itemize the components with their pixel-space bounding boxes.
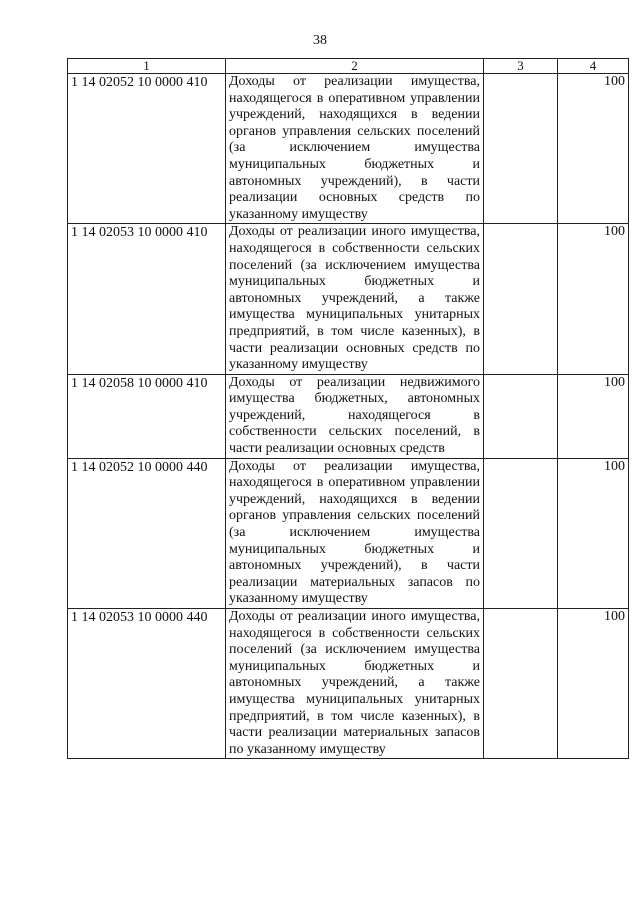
revenue-description: Доходы от реализации имущества, находящегося в оперативном управлении учреждений, находящихся в ведении органов управления сельских поселений (за исключением имущества муниципальных бюджетных и автономных учреждений), в части реализации материальных запасов по указанному имуществу bbox=[226, 458, 484, 608]
table-row bbox=[68, 224, 629, 374]
amount-cell: 100 bbox=[558, 224, 629, 374]
budget-code: 1 14 02052 10 0000 440 bbox=[68, 458, 226, 608]
revenue-description: Доходы от реализации имущества, находящегося в оперативном управлении учреждений, находящихся в ведении органов управления сельских поселений (за исключением имущества муниципальных бюджетных и автономных учреждений), в части реализации основных средств по указанному имуществу bbox=[226, 74, 484, 224]
table-row bbox=[68, 458, 629, 608]
column-3-cell bbox=[484, 609, 558, 759]
budget-code: 1 14 02053 10 0000 410 bbox=[68, 224, 226, 374]
table-header-row bbox=[68, 59, 629, 74]
budget-code: 1 14 02058 10 0000 410 bbox=[68, 374, 226, 458]
column-header: 3 bbox=[484, 59, 558, 74]
column-3-cell bbox=[484, 74, 558, 224]
amount-cell: 100 bbox=[558, 74, 629, 224]
column-3-cell bbox=[484, 374, 558, 458]
table-row bbox=[68, 74, 629, 224]
column-header: 1 bbox=[68, 59, 226, 74]
amount-cell: 100 bbox=[558, 609, 629, 759]
budget-code: 1 14 02052 10 0000 410 bbox=[68, 74, 226, 224]
amount-cell: 100 bbox=[558, 374, 629, 458]
amount-cell: 100 bbox=[558, 458, 629, 608]
column-3-cell bbox=[484, 458, 558, 608]
revenue-table bbox=[67, 58, 629, 759]
page-number: 38 bbox=[313, 33, 327, 48]
column-header: 4 bbox=[558, 59, 629, 74]
table-row bbox=[68, 374, 629, 458]
table-row bbox=[68, 609, 629, 759]
budget-code: 1 14 02053 10 0000 440 bbox=[68, 609, 226, 759]
column-header: 2 bbox=[226, 59, 484, 74]
revenue-description: Доходы от реализации иного имущества, находящегося в собственности сельских поселений (за исключением имущества муниципальных бюджетных и автономных учреждений, а также имущества муниципальных унитарных предприятий, в том числе казенных), в части реализации материальных запасов по указанному имуществу bbox=[226, 609, 484, 759]
column-3-cell bbox=[484, 224, 558, 374]
revenue-description: Доходы от реализации недвижимого имущества бюджетных, автономных учреждений, находящегося в собственности сельских поселений, в части реализации основных средств bbox=[226, 374, 484, 458]
revenue-description: Доходы от реализации иного имущества, находящегося в собственности сельских поселений (за исключением имущества муниципальных бюджетных и автономных учреждений, а также имущества муниципальных унитарных предприятий, в том числе казенных), в части реализации основных средств по указанному имуществу bbox=[226, 224, 484, 374]
